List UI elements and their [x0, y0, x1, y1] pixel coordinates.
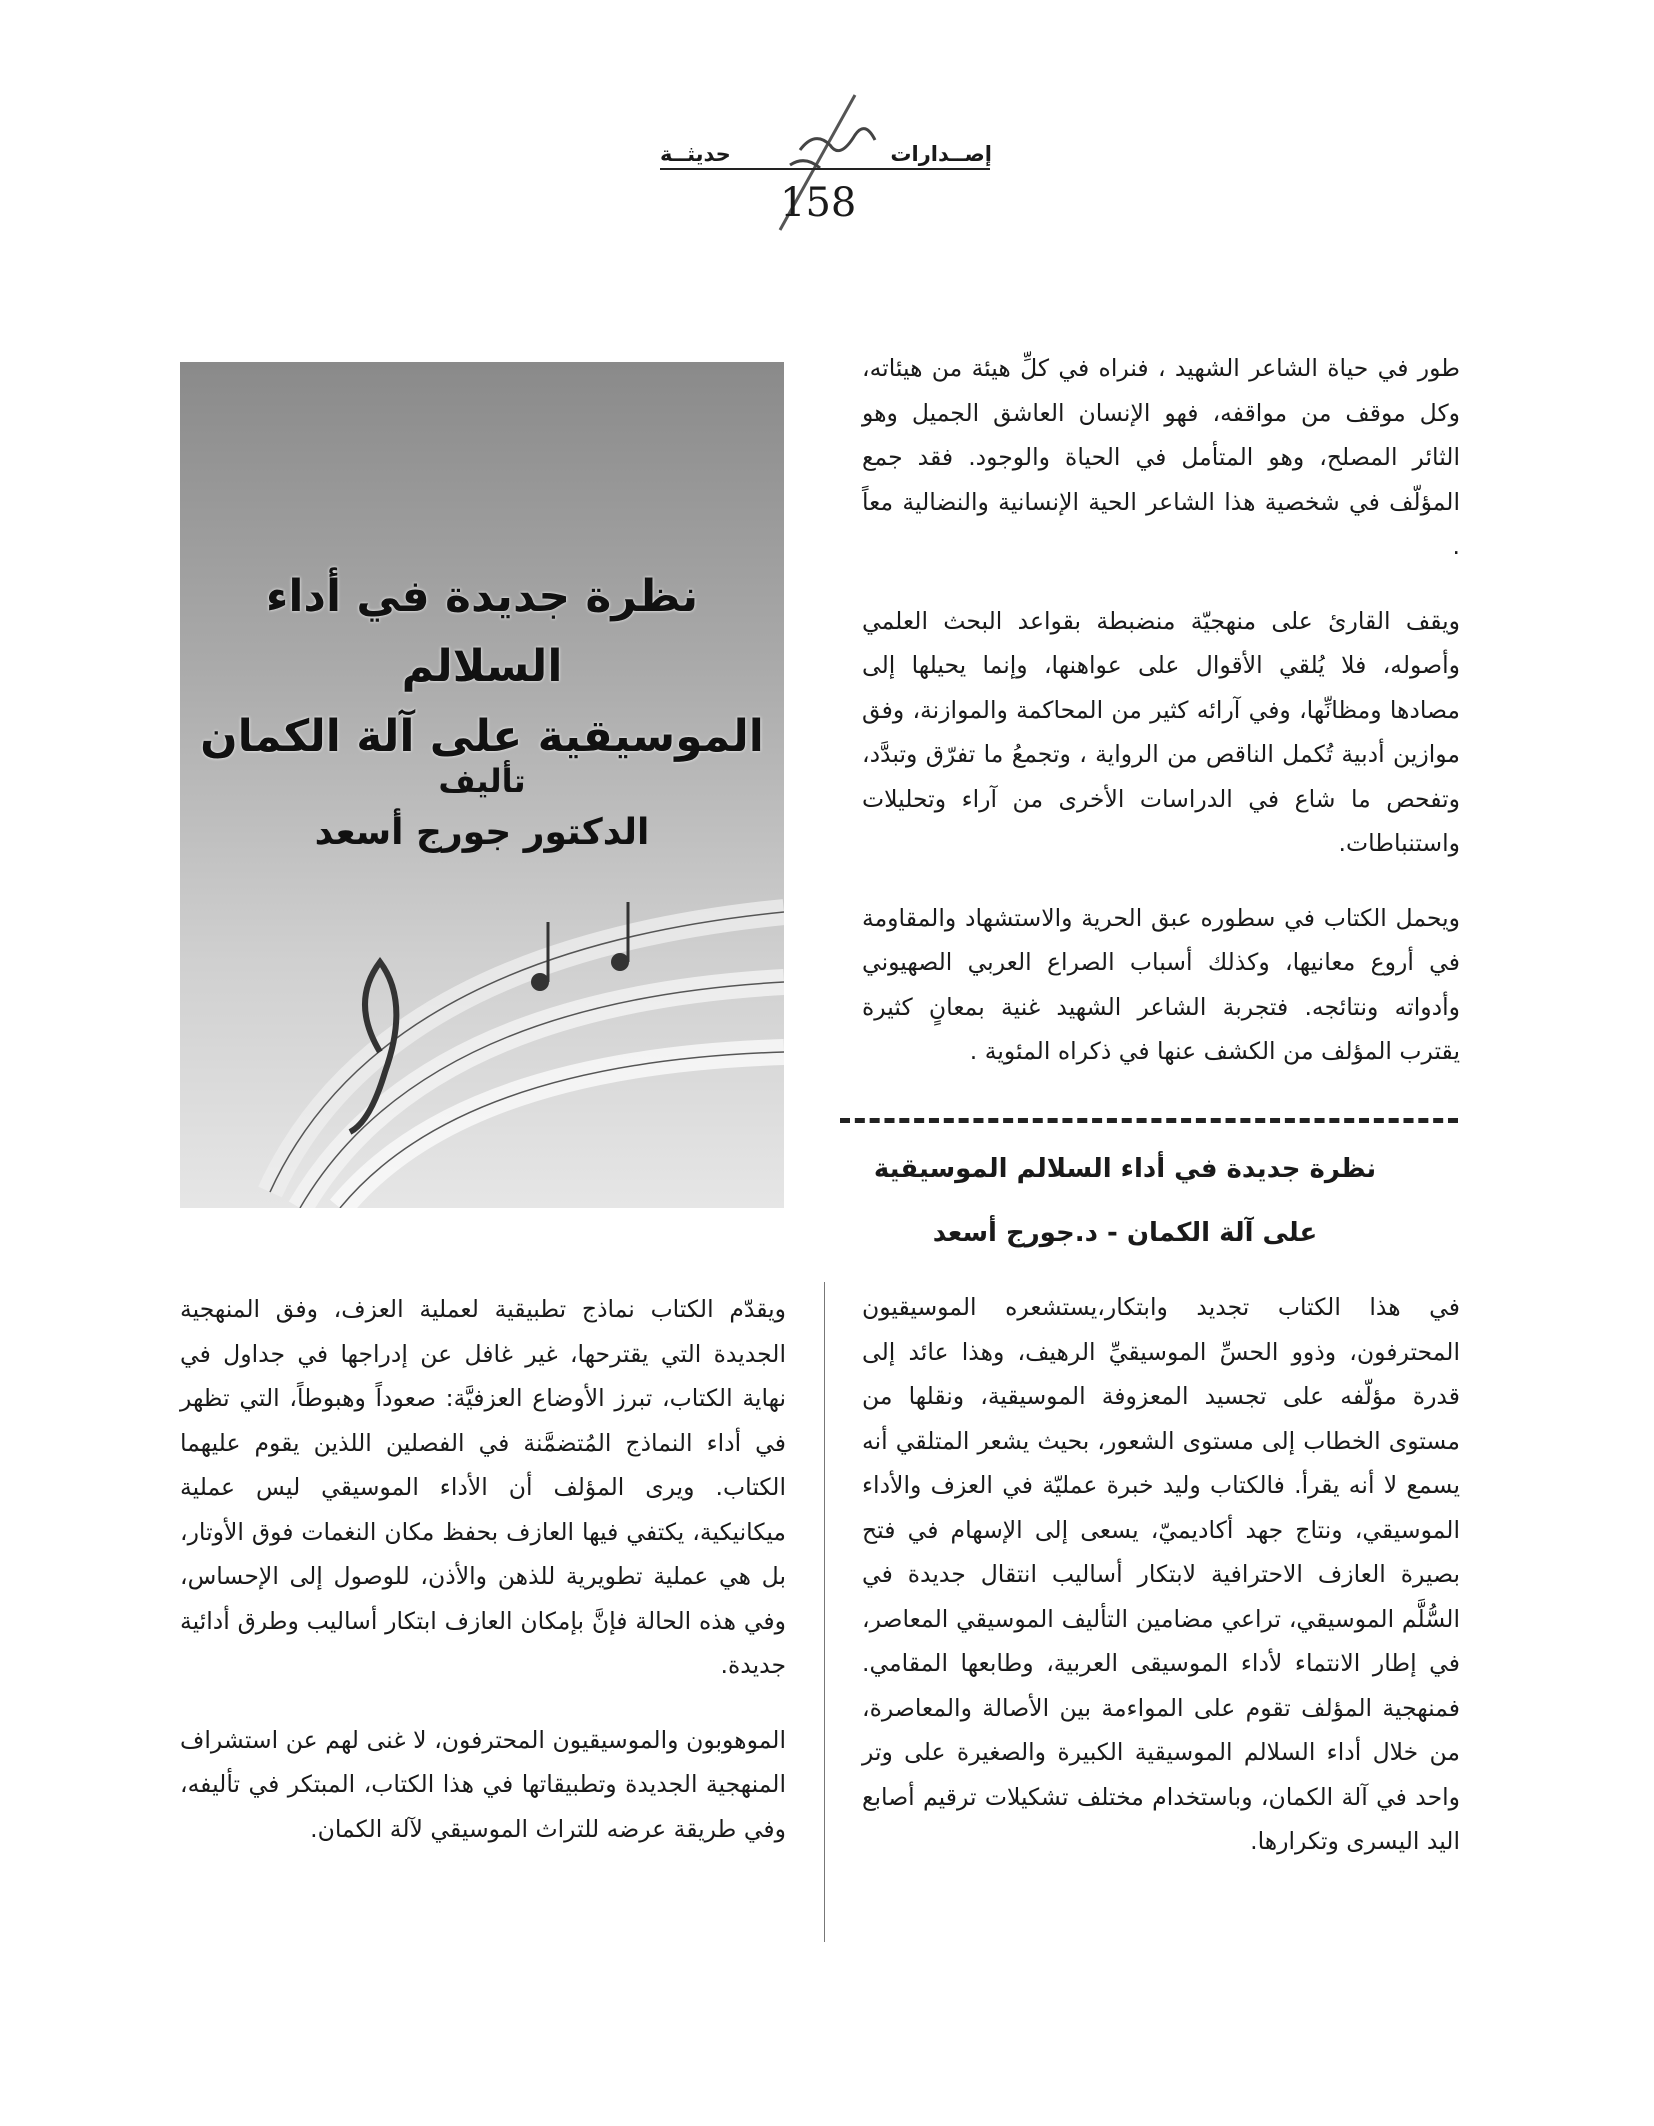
paragraph: ويقدّم الكتاب نماذج تطبيقية لعملية العزف، وفق المنهجية الجديدة التي يقترحها، غير غافل عن إدراجها في جداول في نهاية الكتاب، تبرز الأوضاع العزفيَّة: صعوداً وهبوطاً، التي تظهر في أداء النماذج المُتضمَّنة في الفصلين اللذين يقوم عليهما الكتاب. ويرى المؤلف أن الأداء الموسيقي ليس عملية ميكانيكية، يكتفي فيها العازف بحفظ مكان النغمات فوق الأوتار، بل هي عملية تطويرية للذهن والأذن، للوصول إلى الإحساس، وفي هذه الحالة فإنَّ بإمكان العازف ابتكار أساليب وطرق أدائية جديدة.: [180, 1295, 786, 1679]
paragraph: في هذا الكتاب تجديد وابتكار،يستشعره الموسيقيون المحترفون، وذوو الحسِّ الموسيقيِّ الرهيف، وهذا عائد إلى قدرة مؤلّفه على تجسيد المعزوفة الموسيقية، ونقلها من مستوى الخطاب إلى مستوى الشعور، بحيث يشعر المتلقي أنه يسمع لا أنه يقرأ. فالكتاب وليد خبرة عمليّة في العزف والأداء الموسيقي، ونتاج جهد أكاديميّ، يسعى إلى الإسهام في فتح بصيرة العازف الاحترافية لابتكار أساليب انتقال جديدة في السُّلَّم الموسيقي، تراعي مضامين التأليف الموسيقي المعاصر، في إطار الانتماء لأداء الموسيقى العربية، وطابعها المقامي. فمنهجية المؤلف تقوم على المواءمة بين الأصالة والمعاصرة، من خلال أداء السلالم الموسيقية الكبيرة والصغيرة على وتر واحد في آلة الكمان، وباستخدام مختلف تشكيلات ترقيم أصابع اليد اليسرى وتكرارها.: [862, 1293, 1460, 1855]
article-subtitle: على آلة الكمان - د.جورج أسعد: [932, 1218, 1318, 1248]
right-column-intro: [862, 346, 1460, 1104]
page-header: [640, 90, 1000, 240]
music-staff-icon: [180, 832, 784, 1208]
article-body: [862, 1285, 1460, 1894]
left-column: [180, 1287, 786, 1881]
cover-author: الدكتور جورج أسعد: [314, 812, 650, 853]
book-cover-image: [180, 362, 784, 1208]
paragraph: ويقف القارئ على منهجيّة منضبطة بقواعد البحث العلمي وأصوله، فلا يُلقي الأقوال على عواهنها، وإنما يحيلها إلى مصادها ومظانِّها، وفي آرائه كثير من المحاكمة والموازنة، وفق موازين أدبية تُكمل الناقص من الرواية ، وتجمعُ ما تفرّق وتبدَّد، وتفحص ما شاع في الدراسات الأخرى من آراء وتحليلات واستنباطات.: [862, 606, 1460, 857]
article-title: نظرة جديدة في أداء السلالم الموسيقية: [873, 1154, 1377, 1184]
section-label: إصــدارات: [890, 142, 992, 166]
column-separator: [824, 1282, 825, 1942]
paragraph: طور في حياة الشاعر الشهيد ، فنراه في كلِّ هيئة من هيئاته، وكل موقف من مواقفه، فهو الإنسان العاشق الجميل وهو الثائر المصلح، وهو المتأمل في الحياة والوجود. فقد جمع المؤلّف في شخصية هذا الشاعر الحية الإنسانية والنضالية معاً .: [862, 354, 1460, 560]
paragraph: ويحمل الكتاب في سطوره عبق الحرية والاستشهاد والمقاومة في أروع معانيها، وكذلك أسباب الصراع العربي الصهيوني وأدواته ونتائجه. فتجربة الشاعر الشهيد غنية بمعانٍ كثيرة يقترب المؤلف من الكشف عنها في ذكراه المئوية .: [862, 903, 1460, 1065]
header-rule: [660, 168, 990, 170]
cover-author-label: تأليف: [438, 762, 526, 800]
cover-title-line: نظرة جديدة في أداء السلالم: [265, 571, 699, 692]
section-divider: [840, 1118, 1458, 1123]
cover-title-line: الموسيقية على آلة الكمان: [200, 711, 764, 762]
paragraph: الموهوبون والموسيقيون المحترفون، لا غنى لهم عن استشراف المنهجية الجديدة وتطبيقاتها في هذا الكتاب، المبتكر في تأليفه، وفي طريقة عرضه للتراث الموسيقي لآلة الكمان.: [180, 1725, 786, 1843]
section-label-suffix: حديثــة: [660, 142, 731, 166]
cover-title: [180, 562, 784, 772]
page-number: 158: [780, 180, 857, 226]
